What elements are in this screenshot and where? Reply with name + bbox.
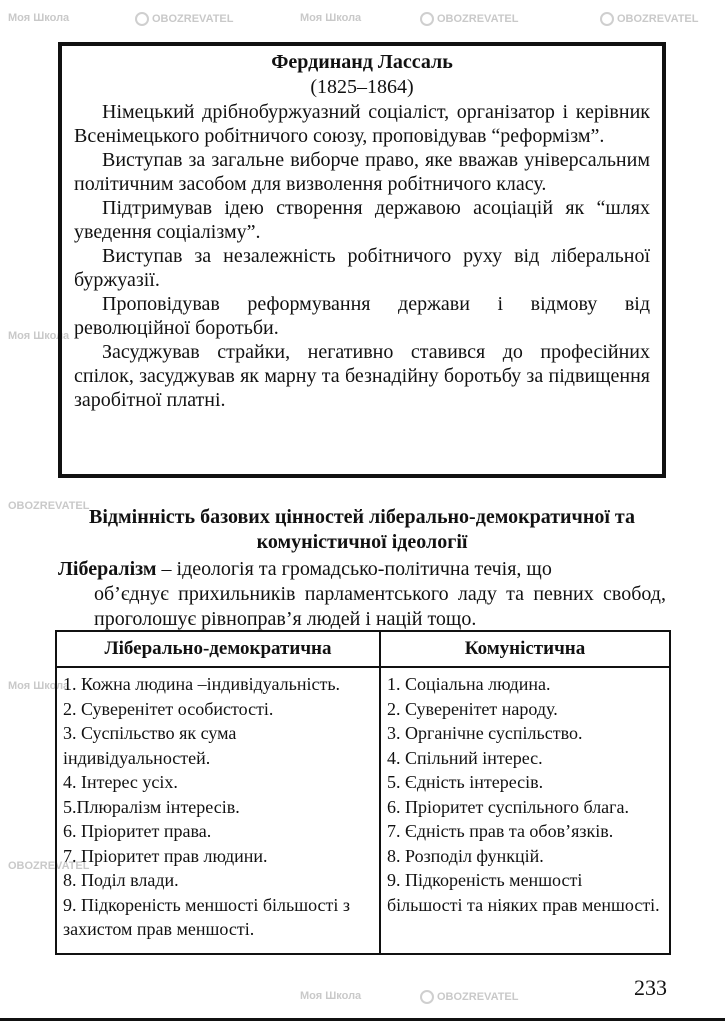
list-item: 1. Соціальна людина. [387, 674, 551, 694]
watermark: OBOZREVATEL [420, 990, 518, 1004]
list-item: 7. Пріоритет прав людини. [63, 845, 268, 866]
watermark: Моя Школа [8, 12, 70, 24]
list-item: 1. Кожна людина –індивідуальність. [63, 674, 341, 694]
watermark: OBOZREVATEL [8, 860, 90, 872]
biography-paragraph: Виступав за незалежність робітничого руху від ліберальної буржуазії. [74, 245, 650, 291]
watermark: Моя Школа [300, 990, 362, 1002]
list-item: 7. Єдність прав та обов’язків. [387, 821, 614, 841]
comparison-table [55, 630, 671, 955]
liberal-democratic-column [57, 632, 381, 953]
list-item: 2. Суверенітет особистості. [63, 698, 274, 719]
watermark: OBOZREVATEL [420, 12, 518, 26]
communist-values-list [381, 668, 669, 917]
list-item: 6. Пріоритет суспільного блага. [387, 796, 630, 817]
watermark: OBOZREVATEL [600, 12, 698, 26]
liberal-values-list [57, 668, 379, 942]
biography-paragraph: Німецький дрібнобуржуазний соціаліст, організатор і керівник Всенімецького робітничого союзу, проповідував “реформізм”. [74, 101, 650, 147]
list-item: 3. Суспільство як сума індивідуальностей. [63, 723, 237, 768]
definition-dash: – [156, 558, 177, 580]
list-item: 6. Пріоритет права. [63, 821, 212, 841]
list-item: 4. Інтерес усіх. [63, 772, 178, 792]
communist-column [381, 632, 669, 953]
list-item: 2. Суверенітет народу. [387, 698, 558, 719]
definition-text-rest: об’єднує прихильників парламентського ладу та певних свобод, проголошує рівноправ’я людей і націй тощо. [94, 583, 666, 630]
watermark: OBOZREVATEL [135, 12, 233, 26]
watermark: Моя Школа [8, 680, 70, 692]
list-item: 5.Плюралізм інтересів. [63, 796, 240, 817]
biography-box [58, 42, 666, 478]
list-item: 4. Спільний інтерес. [387, 747, 543, 768]
list-item: 8. Поділ влади. [63, 870, 179, 890]
watermark: Моя Школа [300, 12, 362, 24]
list-item: 8. Розподіл функцій. [387, 845, 544, 866]
watermark: OBOZREVATEL [8, 500, 90, 512]
definition-text-first: ідеологія та громадсько-політична течія, що [176, 558, 552, 580]
bottom-rule [0, 1018, 725, 1021]
list-item: 9. Підкореність меншості більшості з захистом прав меншості. [63, 894, 350, 939]
biography-paragraph: Виступав за загальне виборче право, яке вважав універсальним політичним засобом для визволення робітничого класу. [74, 149, 650, 195]
list-item: 5. Єдність інтересів. [387, 772, 544, 792]
definition-paragraph [58, 557, 666, 632]
column-header-communist: Комуністична [381, 632, 669, 668]
page-number: 233 [634, 975, 667, 1000]
watermark: Моя Школа [8, 330, 70, 342]
list-item: 3. Органічне суспільство. [387, 723, 583, 743]
list-item: 9. Підкореність меншості більшості та ніяких прав меншості. [387, 870, 660, 915]
section-title: Відмінність базових цінностей ліберально-демократичної та комуністичної ідеології [89, 506, 635, 553]
biography-name: Фердинанд Лассаль [271, 51, 453, 73]
biography-paragraph: Підтримував ідею створення державою асоціацій як “шлях уведення соціалізму”. [74, 197, 650, 243]
biography-paragraph: Засуджував страйки, негативно ставився до професійних спілок, засуджував як марну та безнадійну боротьбу за підвищення заробітної платні. [74, 341, 650, 411]
column-header-liberal: Ліберально-демократична [57, 632, 379, 668]
definition-term: Лібералізм [58, 558, 157, 580]
biography-years: (1825–1864) [310, 76, 414, 98]
biography-paragraph: Проповідував реформування держави і відмову від революційної боротьби. [74, 293, 650, 339]
